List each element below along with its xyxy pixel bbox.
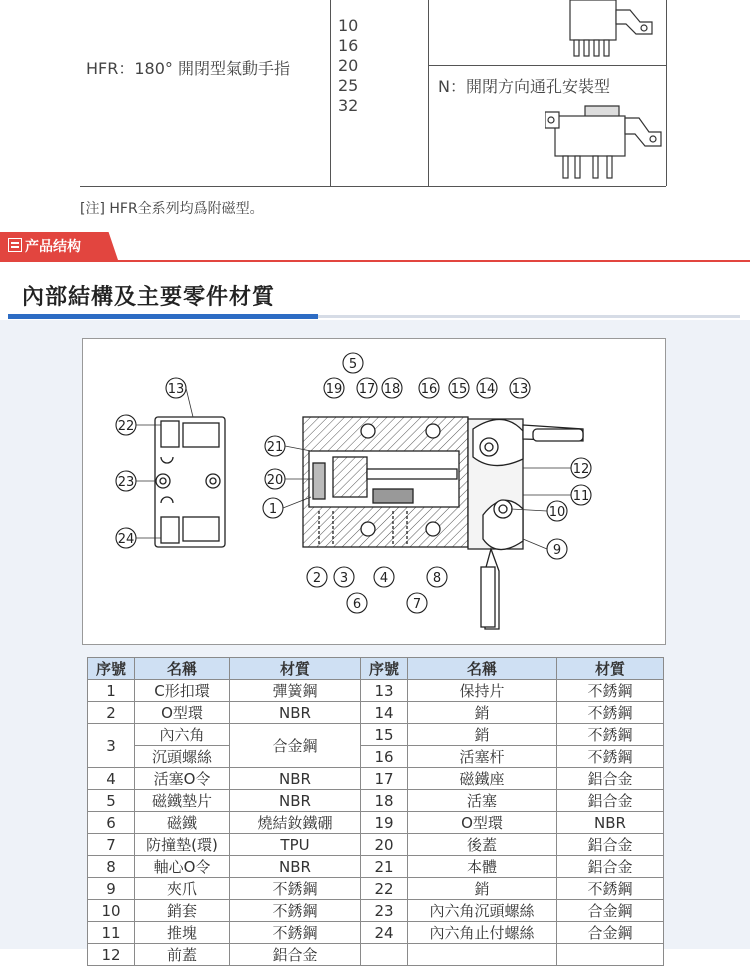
col-header: 名稱 [135,658,230,680]
svg-text:5: 5 [348,357,358,372]
table-cell: 合金鋼 [230,724,361,768]
callout [347,593,367,613]
svg-text:2: 2 [312,571,322,586]
cross-section-diagram [83,339,665,644]
table-cell: 活塞O令 [135,768,230,790]
table-row [88,746,664,768]
svg-text:15: 15 [450,382,468,397]
mount-type-label: N：開閉方向通孔安裝型 [438,77,610,96]
table-row [88,922,664,944]
table-cell [557,944,664,966]
svg-text:13: 13 [167,382,185,397]
col-header: 序號 [88,658,135,680]
callout [265,436,285,456]
table-cell: 燒結釹鐵硼 [230,812,361,834]
table-cell: NBR [230,768,361,790]
callout [334,567,354,587]
table-row [88,768,664,790]
table-cell: 鋁合金 [557,856,664,878]
gripper-thumbnail-bottom [545,98,665,186]
svg-text:7: 7 [412,597,422,612]
section-tag-label [8,236,81,256]
table-cell: 不銹鋼 [557,724,664,746]
table-row [88,878,664,900]
callout [263,498,283,518]
callout [374,567,394,587]
callout [547,539,567,559]
svg-text:22: 22 [117,419,135,434]
svg-text:23: 23 [117,475,135,490]
table-cell: 活塞杆 [408,746,557,768]
table-cell: 14 [361,702,408,724]
svg-text:21: 21 [266,440,284,455]
table-cell [408,944,557,966]
table-cell: 磁鐵座 [408,768,557,790]
col-header: 材質 [230,658,361,680]
table-cell: 21 [361,856,408,878]
structure-drawing [82,338,666,645]
side-view [155,417,225,547]
table-cell: 防撞墊(環) [135,834,230,856]
page-title: 內部結構及主要零件材質 [22,285,276,310]
section-divider [0,260,750,262]
parts-table [87,657,664,966]
table-cell: 鋁合金 [230,944,361,966]
svg-text:8: 8 [432,571,442,586]
table-cell: 1 [88,680,135,702]
svg-text:13: 13 [511,382,529,397]
table-cell: 銷套 [135,900,230,922]
bore-size: 10 [338,16,359,35]
table-cell: 推塊 [135,922,230,944]
table-cell: 4 [88,768,135,790]
heading-underline [8,314,318,319]
table-cell: 17 [361,768,408,790]
svg-text:6: 6 [352,597,362,612]
table-row [88,702,664,724]
svg-text:1: 1 [268,502,278,517]
table-cell: 7 [88,834,135,856]
table-cell: 10 [88,900,135,922]
table-cell: 磁鐵墊片 [135,790,230,812]
table-cell: 保持片 [408,680,557,702]
callout [427,567,447,587]
svg-text:9: 9 [552,543,562,558]
model-description: HFR：180° 開閉型氣動手指 [86,59,290,78]
model-table [0,0,750,190]
table-cell: TPU [230,834,361,856]
table-cell: 12 [88,944,135,966]
table-cell: 內六角止付螺絲 [408,922,557,944]
callout [382,378,402,398]
table-cell: 不銹鋼 [557,746,664,768]
svg-text:24: 24 [117,532,135,547]
svg-text:20: 20 [266,473,284,488]
callout [510,378,530,398]
table-cell: 5 [88,790,135,812]
callout [571,458,591,478]
table-cell: 前蓋 [135,944,230,966]
table-cell: NBR [230,790,361,812]
heading-underline-grey [318,315,740,318]
table-cell: O型環 [135,702,230,724]
svg-text:3: 3 [339,571,349,586]
callout [166,378,186,398]
table-cell: 15 [361,724,408,746]
svg-text:16: 16 [420,382,438,397]
table-cell: 18 [361,790,408,812]
callout [419,378,439,398]
table-cell: 8 [88,856,135,878]
callout [343,353,363,373]
table-cell: 內六角沉頭螺絲 [408,900,557,922]
table-cell: 11 [88,922,135,944]
table-cell: 本體 [408,856,557,878]
callout [449,378,469,398]
callout [357,378,377,398]
table-cell: NBR [557,812,664,834]
table-row [88,680,664,702]
table-cell: 不銹鋼 [230,900,361,922]
svg-text:12: 12 [572,462,590,477]
table-cell: 內六角 [135,724,230,746]
table-cell: 磁鐵 [135,812,230,834]
table-cell: 鋁合金 [557,834,664,856]
callout [407,593,427,613]
table-cell: 銷 [408,724,557,746]
col-header: 序號 [361,658,408,680]
table-cell: 9 [88,878,135,900]
table-cell: 22 [361,878,408,900]
table-cell: 不銹鋼 [230,878,361,900]
svg-text:17: 17 [358,382,376,397]
callout [265,469,285,489]
table-cell: 13 [361,680,408,702]
table-cell: 合金鋼 [557,922,664,944]
callout [307,567,327,587]
table-cell: 3 [88,724,135,768]
table-cell: 20 [361,834,408,856]
callout [116,471,136,491]
callout [571,485,591,505]
table-cell: 後蓋 [408,834,557,856]
gripper-thumbnail-top [560,0,660,62]
svg-text:19: 19 [325,382,343,397]
table-cell: 2 [88,702,135,724]
table-cell: 23 [361,900,408,922]
table-cell: 合金鋼 [557,900,664,922]
callout [116,415,136,435]
table-cell: 不銹鋼 [557,878,664,900]
bore-size: 20 [338,56,359,75]
table-cell: 不銹鋼 [230,922,361,944]
list-icon [8,238,22,252]
svg-text:11: 11 [572,489,590,504]
svg-text:10: 10 [548,505,566,520]
table-cell: 19 [361,812,408,834]
bore-size: 32 [338,96,359,115]
table-cell: 軸心O令 [135,856,230,878]
callout [547,501,567,521]
table-cell [361,944,408,966]
table-row [88,900,664,922]
callout [477,378,497,398]
callout [324,378,344,398]
table-cell: NBR [230,856,361,878]
svg-text:14: 14 [478,382,496,397]
table-cell: 鋁合金 [557,790,664,812]
table-cell: NBR [230,702,361,724]
col-header: 材質 [557,658,664,680]
table-cell: 6 [88,812,135,834]
bore-size: 16 [338,36,359,55]
table-cell: 不銹鋼 [557,702,664,724]
table-row [88,724,664,746]
note-text: [注] HFR全系列均爲附磁型。 [80,201,264,217]
svg-text:18: 18 [383,382,401,397]
bore-size: 25 [338,76,359,95]
svg-text:4: 4 [379,571,389,586]
table-cell: 彈簧鋼 [230,680,361,702]
col-header: 名稱 [408,658,557,680]
table-cell: O型環 [408,812,557,834]
table-cell: 銷 [408,878,557,900]
table-row [88,790,664,812]
table-cell: 24 [361,922,408,944]
table-cell: 夾爪 [135,878,230,900]
table-cell: 鋁合金 [557,768,664,790]
table-header-row [88,658,664,680]
section-tag-text: 产品结构 [25,239,81,255]
table-cell: 不銹鋼 [557,680,664,702]
table-cell: 活塞 [408,790,557,812]
table-row [88,834,664,856]
table-row [88,812,664,834]
callout [116,528,136,548]
table-row [88,856,664,878]
table-cell: 16 [361,746,408,768]
table-cell: 銷 [408,702,557,724]
table-cell: C形扣環 [135,680,230,702]
table-cell: 沉頭螺絲 [135,746,230,768]
table-row [88,944,664,966]
